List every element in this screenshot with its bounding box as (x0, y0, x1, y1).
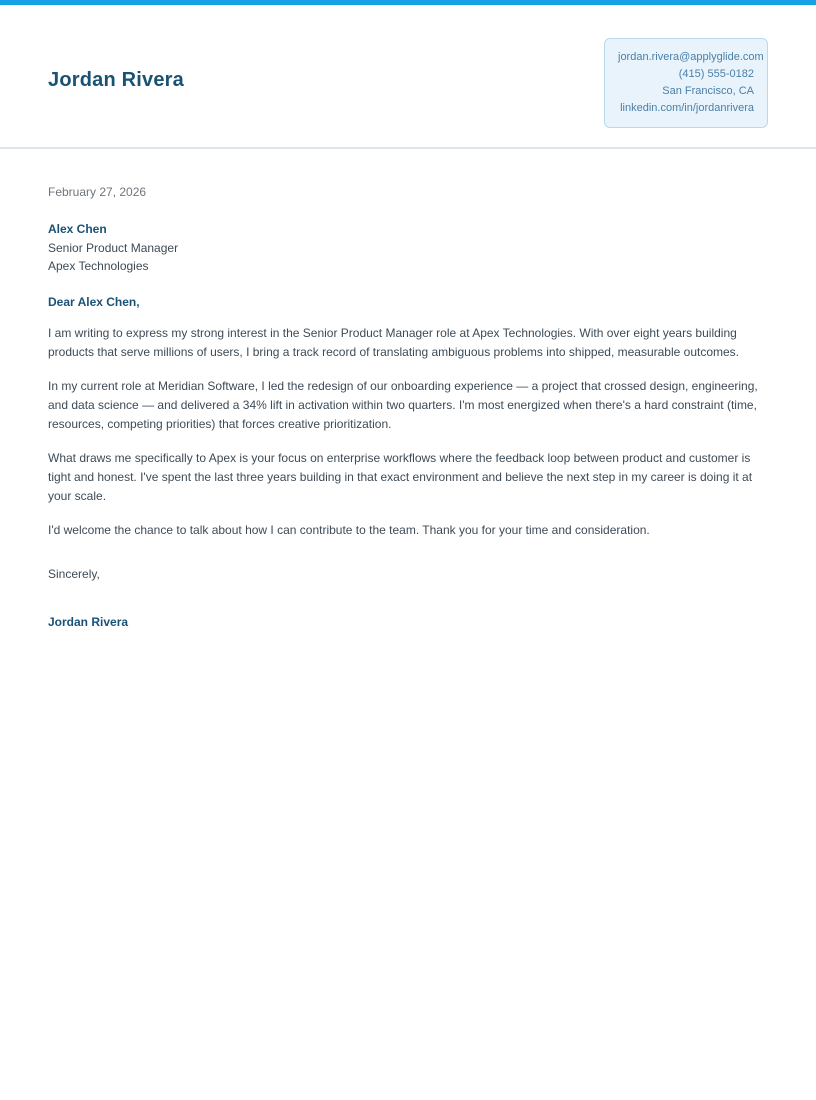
contact-linkedin: linkedin.com/in/jordanrivera (620, 102, 754, 114)
letter-date: February 27, 2026 (48, 185, 147, 199)
contact-card (604, 38, 768, 128)
recipient-block (48, 220, 768, 276)
paragraph-motivation: What draws me specifically to Apex is your focus on enterprise workflows where the feedback loop between product and customer is tight and honest. I've spent the last three years building in that exact environment and believe the next step in my career is doing it at your scale. (48, 450, 753, 503)
paragraph-call-to-action: I'd welcome the chance to talk about how I can contribute to the team. Thank you for your time and consideration. (48, 522, 650, 537)
sender-name-title: Jordan Rivera (48, 69, 184, 91)
signature-name: Jordan Rivera (48, 614, 129, 629)
closing: Sincerely, (48, 566, 100, 581)
contact-phone: (415) 555-0182 (678, 68, 754, 80)
paragraph-intro: I am writing to express my strong interest in the Senior Product Manager role at Apex Technologies. With over eight years building products that serve millions of users, I bring a track record of translating ambiguous problems into shipped, measurable outcomes. (48, 325, 740, 359)
contact-email: jordan.rivera@applyglide.com (618, 51, 764, 63)
contact-location: San Francisco, CA (662, 85, 754, 97)
salutation: Dear Alex Chen, (48, 294, 140, 309)
recipient-title: Senior Product Manager (48, 240, 179, 255)
recipient-company: Apex Technologies (48, 259, 149, 273)
recipient-name: Alex Chen (48, 222, 107, 236)
paragraph-experience: In my current role at Meridian Software, I led the redesign of our onboarding experience — a project that crossed design, engineering, and data science — and delivered a 34% lift in activation within two quarters. I'm most energized when there's a hard constraint (time, resources, competing priorities) that forces creative prioritization. (48, 378, 758, 431)
letter-body (0, 149, 816, 632)
letter-header (0, 5, 816, 149)
